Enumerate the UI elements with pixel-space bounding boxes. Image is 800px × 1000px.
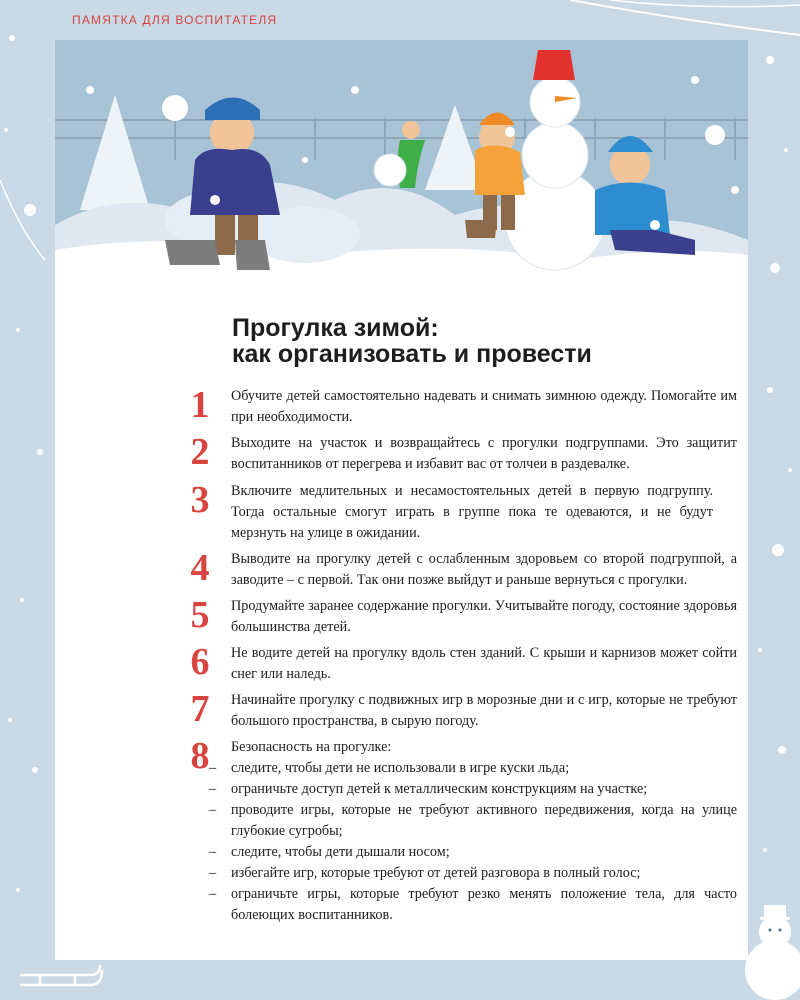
item-text: Выводите на прогулку детей с ослабленным здоровьем со второй подгруппой, а заводите – с первой. Так они позже выйдут и раньше вернуться с прогулки. [231, 551, 737, 588]
item-text: Выходите на участок и возвращайтесь с прогулки подгруппами. Это защитит воспитанников от перегрева и избавит вас от толчеи в раздевалке. [231, 435, 737, 472]
item-text: Включите медлительных и несамостоятельных детей в первую подгруппу. Тогда остальные смогут играть в группе пока те одеваются, и не будут мерзнуть на улице в ожидании. [231, 483, 713, 541]
item-text: Обучите детей самостоятельно надевать и снимать зимнюю одежду. Помогайте им при необходимости. [231, 388, 737, 425]
sub-item: – ограничьте доступ детей к металлическим конструкциям на участке; [209, 779, 737, 800]
winter-illustration [55, 40, 748, 300]
item-number: 6 [190, 641, 210, 683]
sub-item: – следите, чтобы дети не использовали в игре куски льда; [209, 758, 737, 779]
page-title-line2: как организовать и провести [232, 340, 592, 368]
item-number: 1 [190, 384, 210, 426]
sub-item: – следите, чтобы дети дышали носом; [209, 842, 737, 863]
item-text: Начинайте прогулку с подвижных игр в морозные дни и с игр, которые не требуют большого пространства, в сырую погоду. [231, 692, 737, 729]
item-number: 4 [190, 547, 210, 589]
page-title-line1: Прогулка зимой: [232, 314, 439, 342]
item-heading: Безопасность на прогулке: [231, 739, 392, 755]
sub-item: – ограничьте игры, которые требуют резко менять положение тела, для часто болеющих воспитанников. [209, 884, 737, 926]
page-title [232, 315, 592, 367]
item-text: Не водите детей на прогулку вдоль стен зданий. С крыши и карнизов может сойти снег или наледь. [231, 645, 737, 682]
header-label: ПАМЯТКА ДЛЯ ВОСПИТАТЕЛЯ [72, 13, 278, 27]
item-text: Продумайте заранее содержание прогулки. Учитывайте погоду, состояние здоровья большинства детей. [231, 598, 737, 635]
item-number: 2 [190, 431, 210, 473]
item-number: 5 [190, 594, 210, 636]
memo-card [55, 40, 748, 960]
sub-item: – проводите игры, которые не требуют активного передвижения, когда на улице глубокие сугробы; [209, 800, 737, 842]
item-number: 3 [190, 479, 210, 521]
item-text [231, 737, 737, 758]
safety-sublist [231, 758, 737, 926]
sub-item: – избегайте игр, которые требуют от детей разговора в полный голос; [209, 863, 737, 884]
item-number: 8 [190, 735, 210, 777]
item-number: 7 [190, 688, 210, 730]
